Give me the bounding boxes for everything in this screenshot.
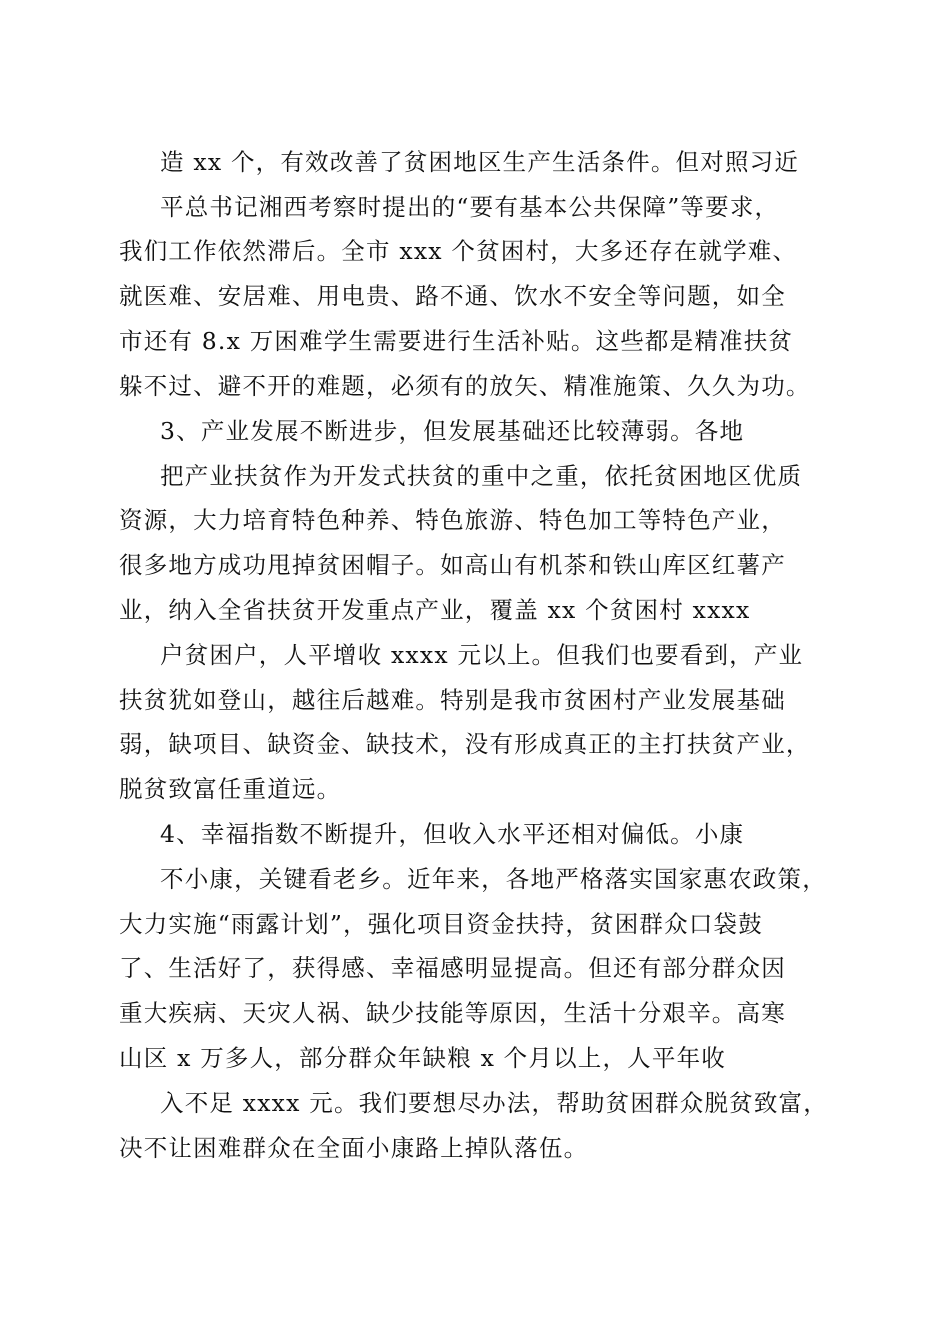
text-line: 市还有 8.x 万困难学生需要进行生活补贴。这些都是精准扶贫	[119, 327, 794, 355]
section-heading-3: 3、产业发展不断进步，但发展基础还比较薄弱。各地	[160, 417, 745, 445]
section-heading-4: 4、幸福指数不断提升，但收入水平还相对偏低。小康	[160, 820, 745, 848]
text-line: 决不让困难群众在全面小康路上掉队落伍。	[119, 1134, 589, 1162]
text-line: 山区 x 万多人，部分群众年缺粮 x 个月以上，人平年收	[119, 1044, 726, 1072]
text-line: 就医难、安居难、用电贵、路不通、饮水不安全等问题，如全	[119, 282, 786, 310]
text-line: 把产业扶贫作为开发式扶贫的重中之重，依托贫困地区优质	[160, 462, 803, 490]
text-line: 平总书记湘西考察时提出的“要有基本公共保障”等要求，	[160, 193, 780, 221]
text-line: 资源，大力培育特色种养、特色旅游、特色加工等特色产业，	[119, 506, 786, 534]
text-line: 户贫困户，人平增收 xxxx 元以上。但我们也要看到，产业	[160, 641, 804, 669]
text-line: 脱贫致富任重道远。	[119, 775, 342, 803]
text-line: 重大疾病、天灾人祸、缺少技能等原因，生活十分艰辛。高寒	[119, 999, 786, 1027]
text-line: 入不足 xxxx 元。我们要想尽办法，帮助贫困群众脱贫致富，	[160, 1089, 828, 1117]
text-line: 躲不过、避不开的难题，必须有的放矢、精准施策、久久为功。	[119, 372, 811, 400]
text-line: 弱，缺项目、缺资金、缺技术，没有形成真正的主打扶贫产业，	[119, 730, 811, 758]
text-line: 扶贫犹如登山，越往后越难。特别是我市贫困村产业发展基础	[119, 686, 786, 714]
text-line: 我们工作依然滞后。全市 xxx 个贫困村，大多还存在就学难、	[119, 237, 798, 265]
text-line: 了、生活好了，获得感、幸福感明显提高。但还有部分群众因	[119, 954, 786, 982]
text-line: 大力实施“雨露计划”，强化项目资金扶持，贫困群众口袋鼓	[119, 910, 763, 938]
text-line: 很多地方成功甩掉贫困帽子。如高山有机茶和铁山库区红薯产	[119, 551, 786, 579]
text-line: 造 xx 个，有效改善了贫困地区生产生活条件。但对照习近	[160, 148, 800, 176]
text-line: 不小康，关键看老乡。近年来，各地严格落实国家惠农政策，	[160, 865, 827, 893]
text-line: 业，纳入全省扶贫开发重点产业，覆盖 xx 个贫困村 xxxx	[119, 596, 751, 624]
